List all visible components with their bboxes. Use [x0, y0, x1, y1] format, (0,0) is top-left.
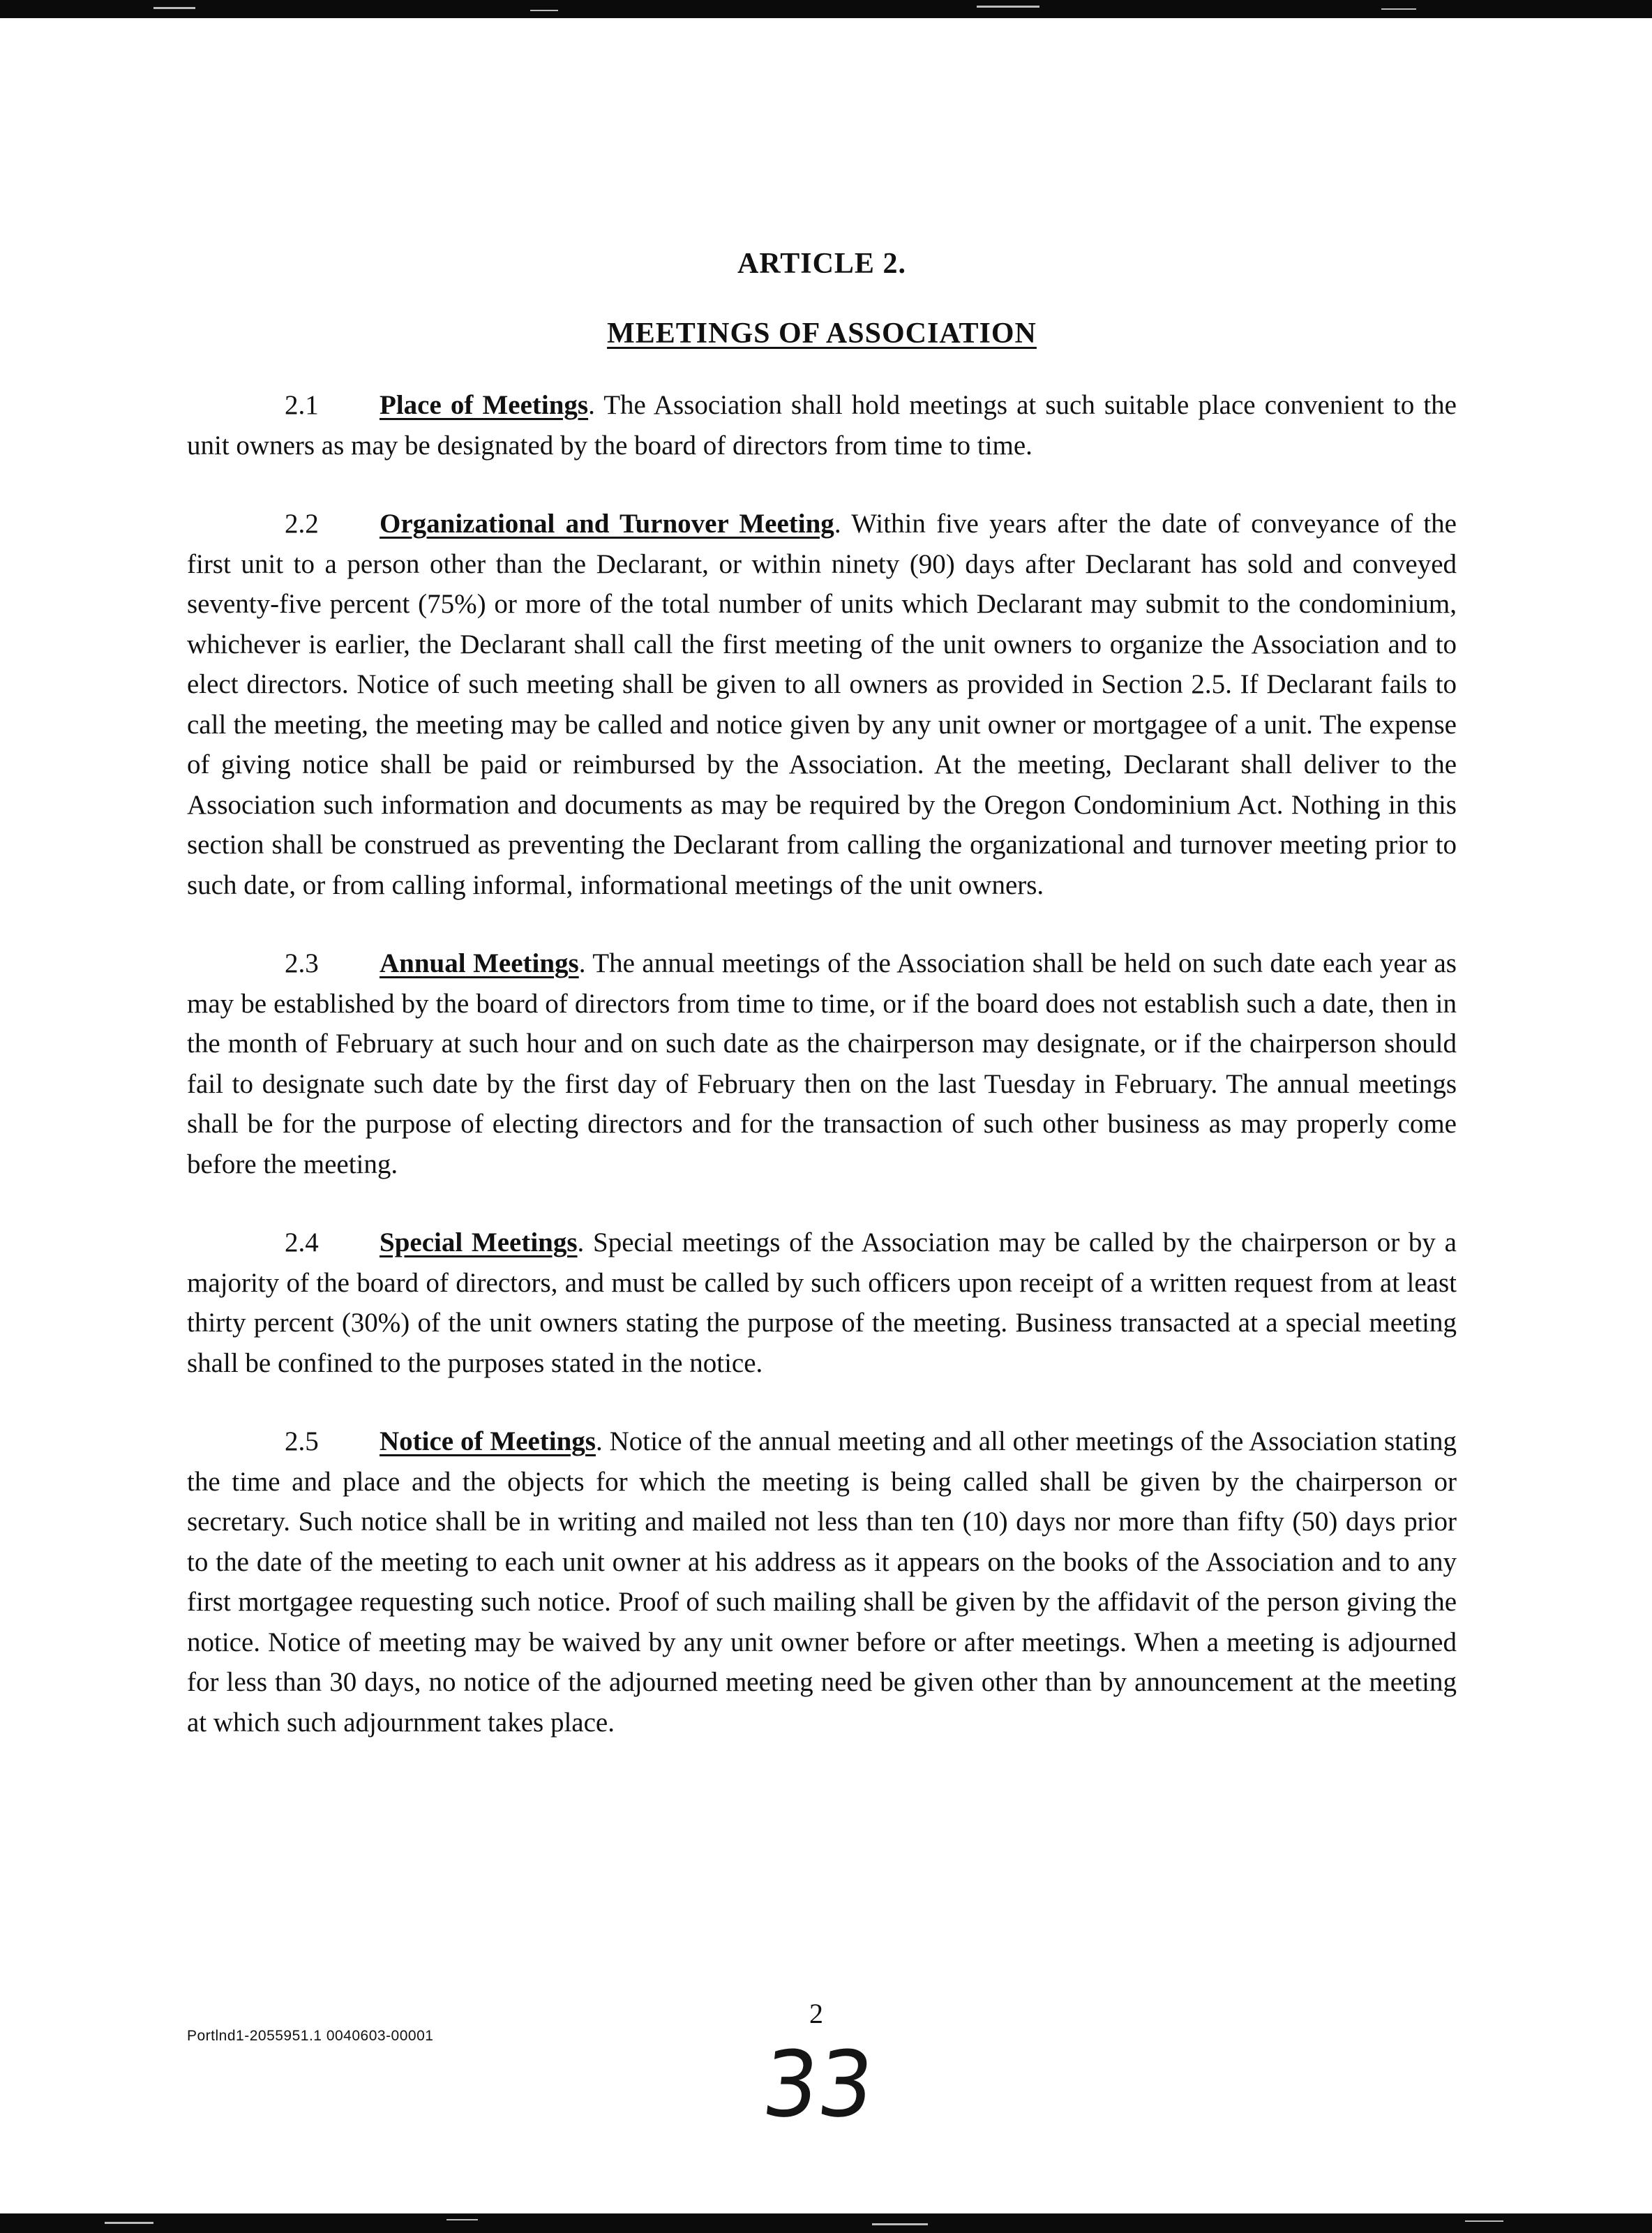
document-page: [187, 230, 1457, 1742]
article-title: MEETINGS OF ASSOCIATION: [607, 318, 1037, 350]
section-2-1: [187, 385, 1457, 465]
section-body: . Notice of the annual meeting and all other meetings of the Association stating the time and place and the objects for which the meeting is being called shall be given by the chairperson or secretary. Such notice shall be in writing and mailed not less than ten (10) days nor more than fifty (50) days prior to the date of the meeting to each unit owner at his address as it appears on the books of the Association and to any first mortgagee requesting such notice. Proof of such mailing shall be given by the affidavit of the person giving the notice. Notice of meeting may be waived by any unit owner before or after meetings. When a meeting is adjourned for less than 30 days, no notice of the adjourned meeting need be given other than by announcement at the meeting at which such adjournment takes place.: [187, 1426, 1457, 1738]
section-heading: Annual Meetings: [380, 948, 579, 978]
section-heading: Notice of Meetings: [380, 1426, 596, 1456]
section-2-4: [187, 1223, 1457, 1383]
handwritten-page-number: 33: [758, 2031, 879, 2137]
section-number: 2.1: [285, 390, 319, 420]
document-reference: Portlnd1-2055951.1 0040603-00001: [187, 2028, 434, 2044]
section-number: 2.4: [285, 1227, 319, 1257]
section-body: . The annual meetings of the Association shall be held on such date each year as may be established by the board of directors from time to time, or if the board does not establish such a date, then in the month of February at such hour and on such date as the chairperson may designate, or if the chairperson should fail to designate such date by the first day of February then on the last Tuesday in February. The annual meetings shall be for the purpose of electing directors and for the transaction of such other business as may properly come before the meeting.: [187, 948, 1457, 1179]
section-heading: Organizational and Turnover Meeting: [380, 509, 834, 539]
section-body: . Within five years after the date of conveyance of the first unit to a person other than the Declarant, or within ninety (90) days after Declarant has sold and conveyed seventy-five percent (75%) or more of the total number of units which Declarant may submit to the condominium, whichever is earlier, the Declarant shall call the first meeting of the unit owners to organize the Association and to elect directors. Notice of such meeting shall be given to all owners as provided in Section 2.5. If Declarant fails to call the meeting, the meeting may be called and notice given by any unit owner or mortgagee of a unit. The expense of giving notice shall be paid or reimbursed by the Association. At the meeting, Declarant shall deliver to the Association such information and documents as may be required by the Oregon Condominium Act. Nothing in this section shall be construed as preventing the Declarant from calling the organizational and turnover meeting prior to such date, or from calling informal, informational meetings of the unit owners.: [187, 509, 1457, 900]
section-number: 2.2: [285, 509, 319, 539]
page-number: 2: [809, 1998, 823, 2029]
section-2-3: [187, 943, 1457, 1184]
scan-border-top: [0, 0, 1652, 18]
article-number: ARTICLE 2.: [737, 248, 906, 280]
section-body: . Special meetings of the Association may be called by the chairperson or by a majority of the board of directors, and must be called by such officers upon receipt of a written request from at least thirty percent (30%) of the unit owners stating the purpose of the meeting. Business transacted at a special meeting shall be confined to the purposes stated in the notice.: [187, 1227, 1457, 1378]
section-2-2: [187, 504, 1457, 905]
section-number: 2.3: [285, 948, 319, 978]
section-2-5: [187, 1421, 1457, 1742]
section-number: 2.5: [285, 1426, 319, 1456]
section-heading: Special Meetings: [380, 1227, 578, 1257]
section-heading: Place of Meetings: [380, 390, 589, 420]
section-body: . The Association shall hold meetings at such suitable place convenient to the unit owners as may be designated by the board of directors from time to time.: [187, 390, 1457, 461]
scan-border-bottom: [0, 2213, 1652, 2233]
